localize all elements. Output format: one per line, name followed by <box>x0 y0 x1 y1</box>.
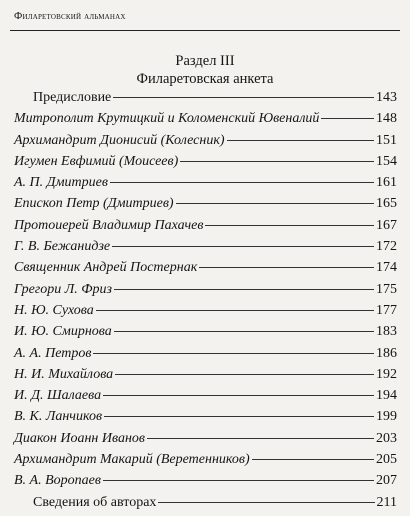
toc-entry-title: Н. И. Михайлова <box>14 366 114 382</box>
toc-entry-page: 177 <box>376 302 397 318</box>
toc-entry-page: 194 <box>376 388 397 404</box>
toc-entry <box>14 196 397 217</box>
toc-entry-page: 203 <box>376 430 397 446</box>
toc-leader-line <box>115 374 374 375</box>
toc-leader-line <box>113 97 374 98</box>
toc-leader-line <box>114 289 374 290</box>
toc-entry-title: Предисловие <box>33 90 112 105</box>
toc-entry <box>14 388 397 409</box>
toc-entry-title: Грегори Л. Фриз <box>14 281 112 297</box>
toc-entry-page: 186 <box>376 345 397 361</box>
toc-entry-title: Архимандрит Дионисий (Колесник) <box>14 132 225 148</box>
toc-leader-line <box>176 203 374 204</box>
toc-entry-title: Игумен Евфимий (Моисеев) <box>14 153 179 169</box>
toc-entry-page: 143 <box>376 90 397 105</box>
toc-entry-page: 167 <box>376 217 397 233</box>
toc-entry-title: Н. Ю. Сухова <box>14 302 94 318</box>
toc-entry <box>14 324 397 345</box>
toc-entry-page: 151 <box>376 132 397 148</box>
toc-entry <box>14 473 397 494</box>
toc-entry <box>14 111 397 132</box>
table-of-contents <box>14 90 397 516</box>
toc-leader-line <box>103 480 374 481</box>
toc-entry <box>14 154 397 175</box>
toc-entry <box>14 175 397 196</box>
toc-leader-line <box>112 246 374 247</box>
running-header: Филаретовский альманах <box>14 11 126 22</box>
toc-entry <box>14 282 397 303</box>
toc-entry-page: 183 <box>376 324 397 340</box>
toc-entry-title: Сведения об авторах <box>33 494 157 510</box>
toc-entry-page: 192 <box>376 366 397 382</box>
toc-entry-title: И. Д. Шалаева <box>14 388 102 404</box>
toc-entry-title: Архимандрит Макарий (Веретенников) <box>14 452 250 468</box>
toc-leader-line <box>110 182 374 183</box>
toc-entry-page: 207 <box>376 473 397 489</box>
toc-entry <box>14 367 397 388</box>
toc-leader-line <box>252 459 374 460</box>
toc-entry-page: 148 <box>376 111 397 127</box>
toc-leader-line <box>199 267 374 268</box>
section-number: Раздел III <box>175 53 235 69</box>
toc-leader-line <box>96 310 374 311</box>
toc-entry <box>14 133 397 154</box>
toc-leader-line <box>227 140 374 141</box>
toc-entry <box>14 303 397 324</box>
toc-leader-line <box>321 118 374 119</box>
toc-leader-line <box>104 416 374 417</box>
toc-entry-title: Г. В. Бежанидзе <box>14 239 111 255</box>
toc-leader-line <box>147 438 374 439</box>
toc-entry-page: 211 <box>376 494 397 510</box>
toc-entry-page: 154 <box>376 153 397 169</box>
toc-entry <box>14 409 397 430</box>
toc-leader-line <box>180 161 374 162</box>
toc-entry-title: Митрополит Крутицкий и Коломенский Ювеналий <box>14 111 320 127</box>
toc-entry <box>14 346 397 367</box>
toc-entry-title: А. П. Дмитриев <box>14 175 108 191</box>
toc-leader-line <box>205 225 374 226</box>
toc-entry <box>14 431 397 452</box>
toc-entry-page: 205 <box>376 452 397 468</box>
toc-entry-page: 174 <box>376 260 397 276</box>
toc-leader-line <box>158 502 374 503</box>
toc-entry-title: Диакон Иоанн Иванов <box>14 430 145 446</box>
toc-entry <box>14 90 397 111</box>
toc-entry-page: 165 <box>376 196 397 212</box>
toc-entry-page: 175 <box>376 281 397 297</box>
toc-entry-title: В. А. Воропаев <box>14 473 101 489</box>
toc-leader-line <box>114 331 374 332</box>
toc-entry-page: 161 <box>376 175 397 191</box>
toc-entry-page: 172 <box>376 239 397 255</box>
header-divider <box>10 30 400 31</box>
toc-leader-line <box>93 353 374 354</box>
toc-entry-title: Священник Андрей Постернак <box>14 260 198 276</box>
toc-entry <box>14 495 397 516</box>
toc-entry <box>14 452 397 473</box>
section-title: Филаретовская анкета <box>136 71 274 87</box>
toc-entry-title: Протоиерей Владимир Пахачев <box>14 217 204 233</box>
toc-entry-page: 199 <box>376 409 397 425</box>
toc-entry <box>14 218 397 239</box>
toc-entry <box>14 260 397 281</box>
toc-entry-title: В. К. Ланчиков <box>14 409 103 425</box>
toc-entry-title: А. А. Петров <box>14 345 92 361</box>
toc-entry-title: И. Ю. Смирнова <box>14 324 112 340</box>
toc-leader-line <box>103 395 374 396</box>
toc-entry <box>14 239 397 260</box>
toc-entry-title: Епископ Петр (Дмитриев) <box>14 196 174 212</box>
